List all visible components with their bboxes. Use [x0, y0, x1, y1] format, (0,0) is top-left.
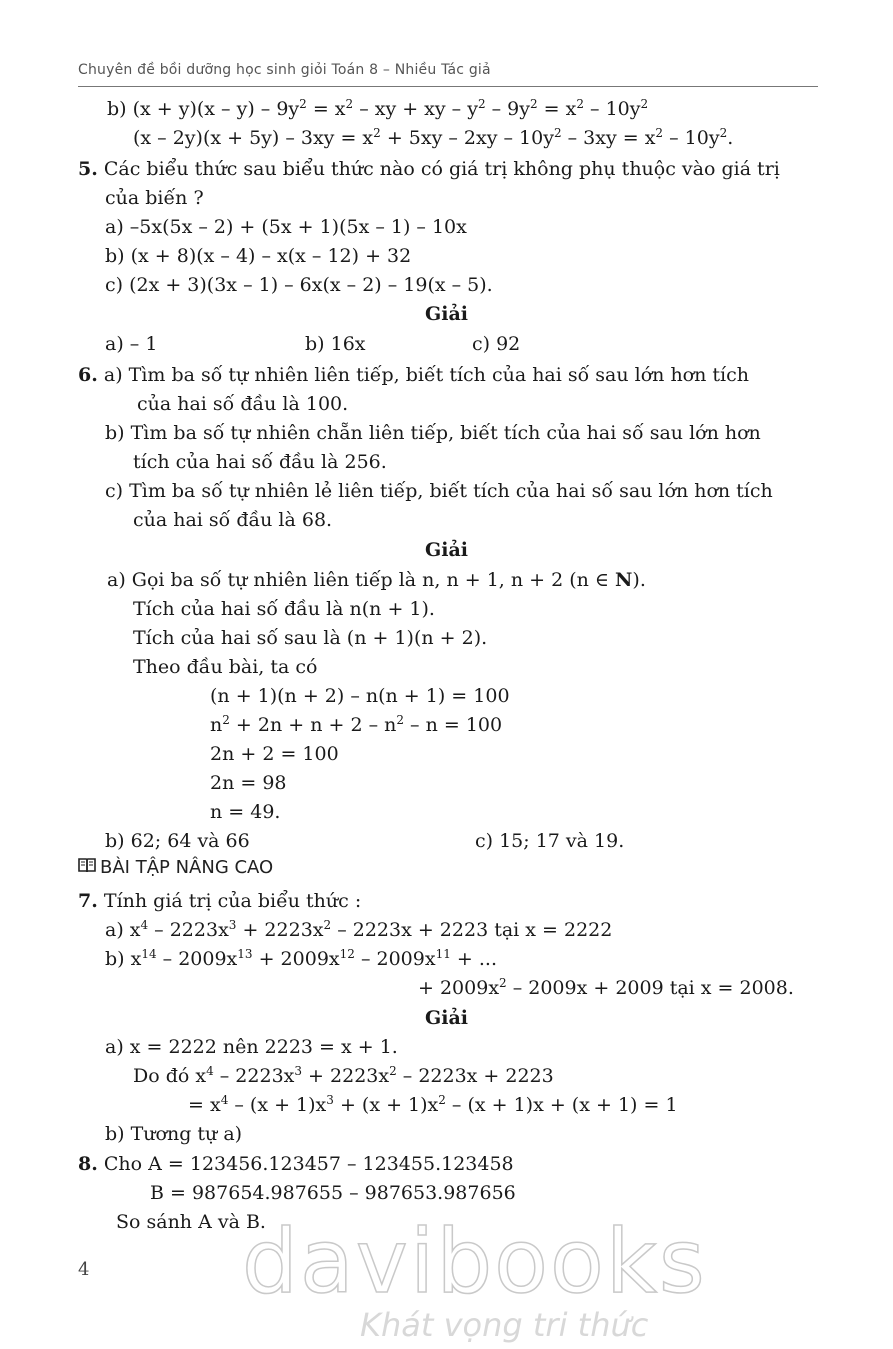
solution-6-line2: Tích của hai số đầu là n(n + 1). — [133, 598, 435, 620]
solution-7a: a) x = 2222 nên 2223 = x + 1. — [105, 1036, 398, 1058]
equation-2: $n^2 + 2n + n + 2 - n^2 - n = 100$ — [210, 713, 503, 736]
question-7: 7. Tính giá trị của biểu thức : — [78, 890, 362, 912]
watermark-brand: davibooks — [242, 1210, 707, 1313]
solution-6-line4: Theo đầu bài, ta có — [133, 656, 318, 678]
question-6c: c) Tìm ba số tự nhiên lẻ liên tiếp, biết tích của hai số sau lớn hơn tích — [105, 480, 773, 502]
equation-1: (n + 1)(n + 2) – n(n + 1) = 100 — [210, 685, 510, 707]
solution-6a: a) Gọi ba số tự nhiên liên tiếp là n, n + 1, n + 2 (n ∈ N). — [107, 569, 646, 591]
question-7a: a) $x^4 - 2223x^3 + 2223x^2 - 2223x + 2223$ tại x = 2222 — [105, 918, 613, 941]
section-advanced-exercises — [78, 857, 273, 878]
question-7b: b) $x^{14} - 2009x^{13} + 2009x^{12} - 2009x^{11}$ + ... — [105, 947, 497, 970]
question-7b-cont: + $2009x^2 - 2009x + 2009$ tại x = 2008. — [418, 976, 794, 999]
question-8-compare: So sánh A và B. — [116, 1211, 266, 1233]
question-6a: 6. a) Tìm ba số tự nhiên liên tiếp, biết tích của hai số sau lớn hơn tích — [78, 364, 749, 386]
solution-6-line3: Tích của hai số sau là (n + 1)(n + 2). — [133, 627, 488, 649]
question-6b: b) Tìm ba số tự nhiên chẵn liên tiếp, biết tích của hai số sau lớn hơn — [105, 422, 761, 444]
question-5: 5. Các biểu thức sau biểu thức nào có giá trị không phụ thuộc vào giá trị — [78, 158, 780, 180]
equation-3: 2n + 2 = 100 — [210, 743, 339, 765]
question-6c-cont: của hai số đầu là 68. — [133, 509, 333, 531]
page-number: 4 — [78, 1259, 90, 1280]
line-4b-2: $(x - 2y)(x + 5y) - 3xy = x^2 + 5xy - 2xy - 10y^2 - 3xy = x^2 - 10y^2$. — [133, 126, 734, 149]
question-5-cont: của biến ? — [105, 187, 204, 209]
solution-7a-line3: = $x^4 - (x + 1)x^3 + (x + 1)x^2 - (x + 1)x + (x + 1) = 1$ — [188, 1093, 678, 1116]
solution-7b: b) Tương tự a) — [105, 1123, 243, 1145]
section-title: BÀI TẬP NÂNG CAO — [100, 857, 274, 878]
answer-5b: b) 16x — [305, 333, 366, 355]
question-5b: b) (x + 8)(x – 4) – x(x – 12) + 32 — [105, 245, 412, 267]
question-5c: c) (2x + 3)(3x – 1) – 6x(x – 2) – 19(x – 5). — [105, 274, 493, 296]
answer-6b: b) 62; 64 và 66 — [105, 830, 250, 852]
answer-5a: a) – 1 — [105, 333, 158, 355]
question-6b-cont: tích của hai số đầu là 256. — [133, 451, 387, 473]
header-divider — [78, 86, 818, 87]
question-6a-cont: của hai số đầu là 100. — [137, 393, 349, 415]
equation-5: n = 49. — [210, 801, 281, 823]
question-8: 8. Cho A = 123456.123457 – 123455.123458 — [78, 1153, 514, 1175]
answer-5c: c) 92 — [472, 333, 521, 355]
solution-heading-7: Giải — [425, 1007, 468, 1029]
line-4b-1: b) $(x + y)(x - y) - 9y^2 = x^2$ – xy + xy – $y^2 - 9y^2 = x^2 - 10y^2$ — [107, 97, 649, 120]
solution-heading-5: Giải — [425, 303, 468, 325]
solution-heading-6: Giải — [425, 539, 468, 561]
solution-7a-line2: Do đó $x^4 - 2223x^3 + 2223x^2 - 2223x + 2223$ — [133, 1064, 554, 1087]
question-8-b: B = 987654.987655 – 987653.987656 — [150, 1182, 516, 1204]
answer-6c: c) 15; 17 và 19. — [475, 830, 625, 852]
watermark-slogan: Khát vọng tri thức — [360, 1306, 649, 1344]
running-header: Chuyên đề bồi dưỡng học sinh giỏi Toán 8 – Nhiều Tác giả — [78, 62, 491, 78]
open-book-icon — [78, 857, 96, 878]
question-5a: a) –5x(5x – 2) + (5x + 1)(5x – 1) – 10x — [105, 216, 467, 238]
equation-4: 2n = 98 — [210, 772, 287, 794]
